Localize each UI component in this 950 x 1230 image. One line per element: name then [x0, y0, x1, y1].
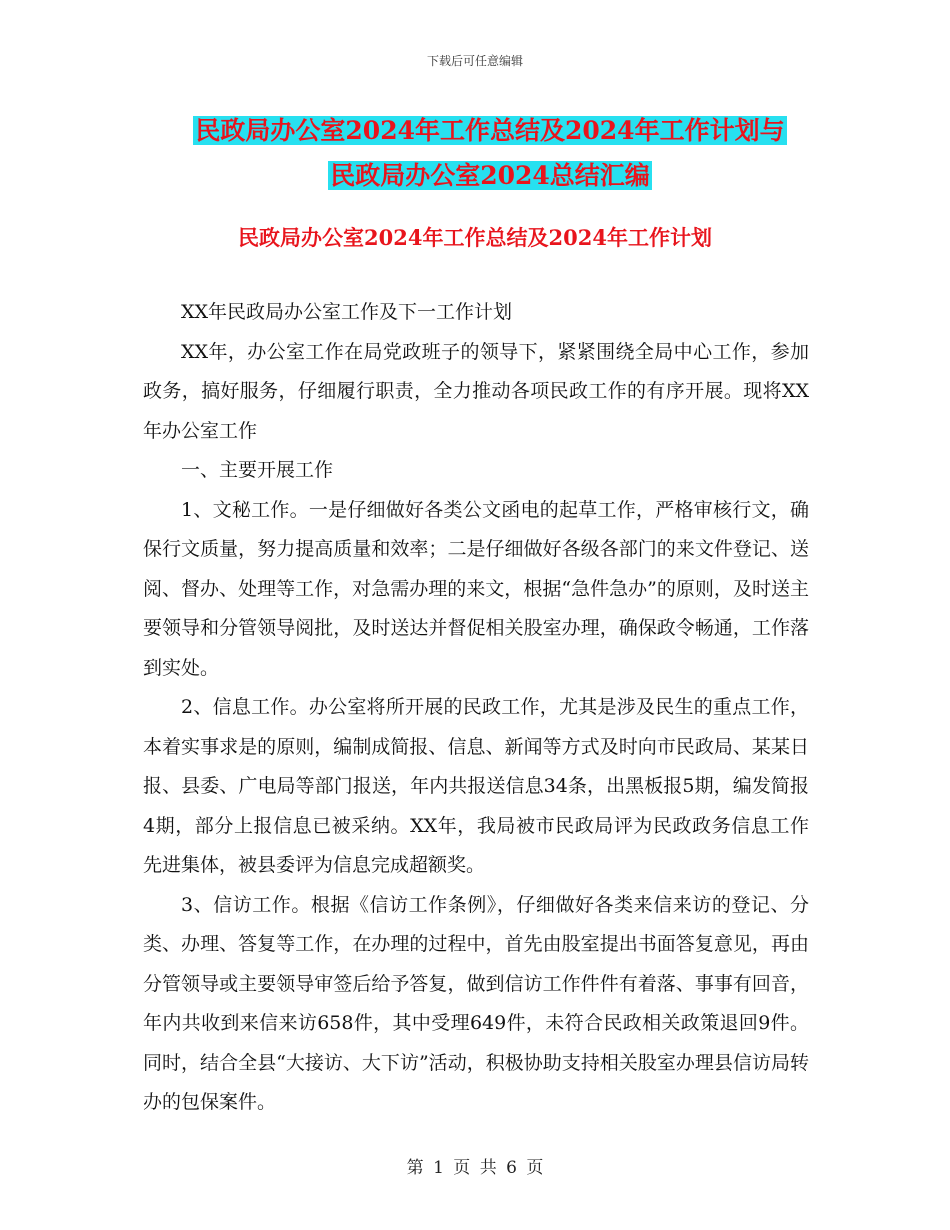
section-title: 民政局办公室2024年工作总结及2024年工作计划: [238, 225, 712, 250]
paragraph: 1、文秘工作。一是仔细做好各类公文函电的起草工作，严格审核行文，确保行文质量，努力提高质量和效率；二是仔细做好各级各部门的来文件登记、送阅、督办、处理等工作，对急需办理的来文，根据“急件急办”的原则，及时送主要领导和分管领导阅批，及时送达并督促相关股室办理，确保政令畅通，工作落到实处。: [143, 498, 809, 679]
document-title-line-1: 民政局办公室2024年工作总结及2024年工作计划与: [195, 116, 785, 145]
page-header-note: 下载后可任意编辑: [426, 54, 523, 68]
document-title: [140, 108, 840, 198]
document-body: [143, 293, 809, 1123]
paragraph: XX年民政局办公室工作及下一工作计划: [181, 301, 513, 323]
paragraph: XX年，办公室工作在局党政班子的领导下，紧紧围绕全局中心工作，参加政务，搞好服务，仔细履行职责，全力推动各项民政工作的有序开展。现将XX年办公室工作: [143, 340, 809, 442]
paragraph: 一、主要开展工作: [181, 459, 334, 481]
paragraph: 3、信访工作。根据《信访工作条例》，仔细做好各类来信来访的登记、分类、办理、答复等工作，在办理的过程中，首先由股室提出书面答复意见，再由分管领导或主要领导审签后给予答复，做到信访工作件件有着落、事事有回音，年内共收到来信来访658件，其中受理649件，未符合民政相关政策退回9件。同时，结合全县“大接访、大下访”活动，积极协助支持相关股室办理县信访局转办的包保案件。: [143, 893, 809, 1113]
page-footer-number: 第 1 页 共 6 页: [406, 1158, 544, 1178]
document-title-line-2: 民政局办公室2024总结汇编: [330, 161, 650, 190]
paragraph: 2、信息工作。办公室将所开展的民政工作，尤其是涉及民生的重点工作，本着实事求是的原则，编制成简报、信息、新闻等方式及时向市民政局、某某日报、县委、广电局等部门报送，年内共报送信息34条，出黑板报5期，编发简报4期，部分上报信息已被采纳。XX年，我局被市民政局评为民政政务信息工作先进集体，被县委评为信息完成超额奖。: [143, 696, 809, 876]
